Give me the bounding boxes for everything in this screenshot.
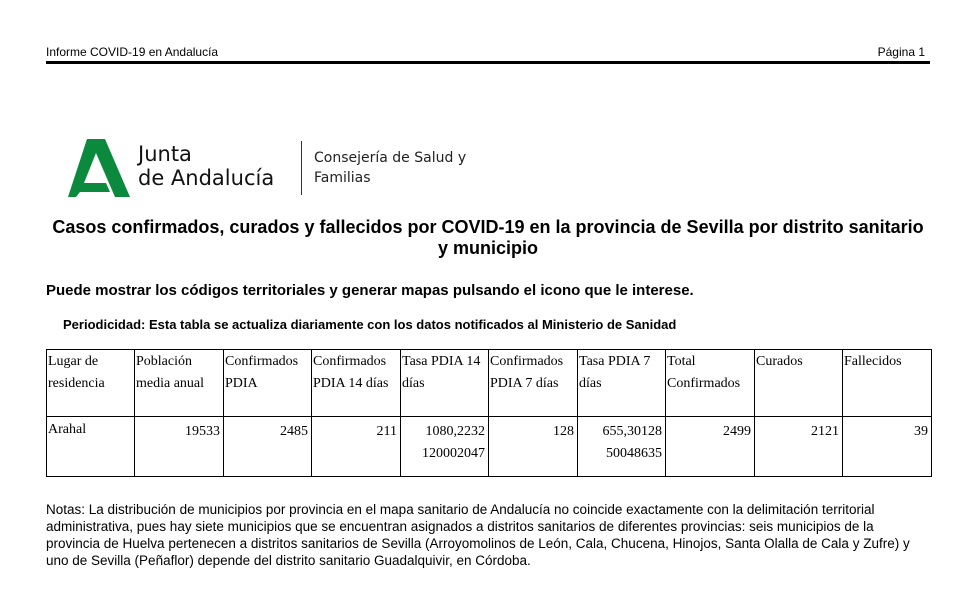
department-name bbox=[314, 148, 466, 188]
department-line-1: Consejería de Salud y bbox=[314, 150, 467, 166]
table-header-row bbox=[47, 350, 932, 417]
junta-andalucia-logo bbox=[68, 139, 488, 199]
header-rule bbox=[46, 61, 930, 64]
periodicity-note: Periodicidad: Esta tabla se actualiza diariamente con los datos notificados al Ministerio de Sanidad bbox=[63, 317, 677, 332]
logo-separator bbox=[301, 141, 302, 195]
col-header-place: Lugar de residencia bbox=[47, 350, 135, 417]
notes-paragraph: Notas: La distribución de municipios por provincia en el mapa sanitario de Andalucía no coincide exactamente con la delimitación territorial administrativa, pues hay siete municipios que se encuentran asignados a distritos sanitarios de diferentes provincias: seis municipios de la provincia de Huelva pertenecen a distritos sanitarios de Sevilla (Arroyomolinos de León, Cala, Chucena, Hinojos, Santa Olalla de Cala y Zufre) y uno de Sevilla (Peñaflor) depende del distrito sanitario Guadalquivir, en Córdoba. bbox=[46, 502, 910, 568]
col-header-cured: Curados bbox=[755, 350, 843, 417]
col-header-population: Población media anual bbox=[135, 350, 224, 417]
cell-deceased: 39 bbox=[843, 417, 932, 477]
cell-rate-7d: 655,30128 50048635 bbox=[578, 417, 666, 477]
col-header-confirmed-pdia: Confirmados PDIA bbox=[224, 350, 312, 417]
table-row bbox=[47, 417, 932, 477]
cell-rate-14d: 1080,2232 120002047 bbox=[401, 417, 489, 477]
cell-confirmed-7d: 128 bbox=[489, 417, 578, 477]
report-header-title: Informe COVID-19 en Andalucía bbox=[46, 45, 219, 59]
cell-cured: 2121 bbox=[755, 417, 843, 477]
col-header-deceased: Fallecidos bbox=[843, 350, 932, 417]
page-number: Página 1 bbox=[877, 45, 925, 59]
col-header-confirmed-14d: Confirmados PDIA 14 días bbox=[312, 350, 401, 417]
intro-text: Puede mostrar los códigos territoriales y generar mapas pulsando el icono que le interese. bbox=[46, 282, 694, 299]
logo-wordmark bbox=[138, 142, 274, 190]
junta-a-mark-icon bbox=[68, 139, 130, 197]
col-header-confirmed-7d: Confirmados PDIA 7 días bbox=[489, 350, 578, 417]
col-header-rate-7d: Tasa PDIA 7 días bbox=[578, 350, 666, 417]
col-header-total-confirmed: Total Confirmados bbox=[666, 350, 755, 417]
logo-line-1: Junta bbox=[138, 142, 192, 166]
covid-data-table bbox=[46, 349, 932, 477]
page-title: Casos confirmados, curados y fallecidos por COVID-19 en la provincia de Sevilla por distrito sanitario y municipio bbox=[52, 217, 924, 258]
logo-line-2: de Andalucía bbox=[138, 166, 275, 190]
cell-population: 19533 bbox=[135, 417, 224, 477]
cell-confirmed-14d: 211 bbox=[312, 417, 401, 477]
cell-total-confirmed: 2499 bbox=[666, 417, 755, 477]
cell-confirmed-pdia: 2485 bbox=[224, 417, 312, 477]
cell-place: Arahal bbox=[47, 417, 135, 477]
col-header-rate-14d: Tasa PDIA 14 días bbox=[401, 350, 489, 417]
department-line-2: Familias bbox=[314, 170, 371, 186]
